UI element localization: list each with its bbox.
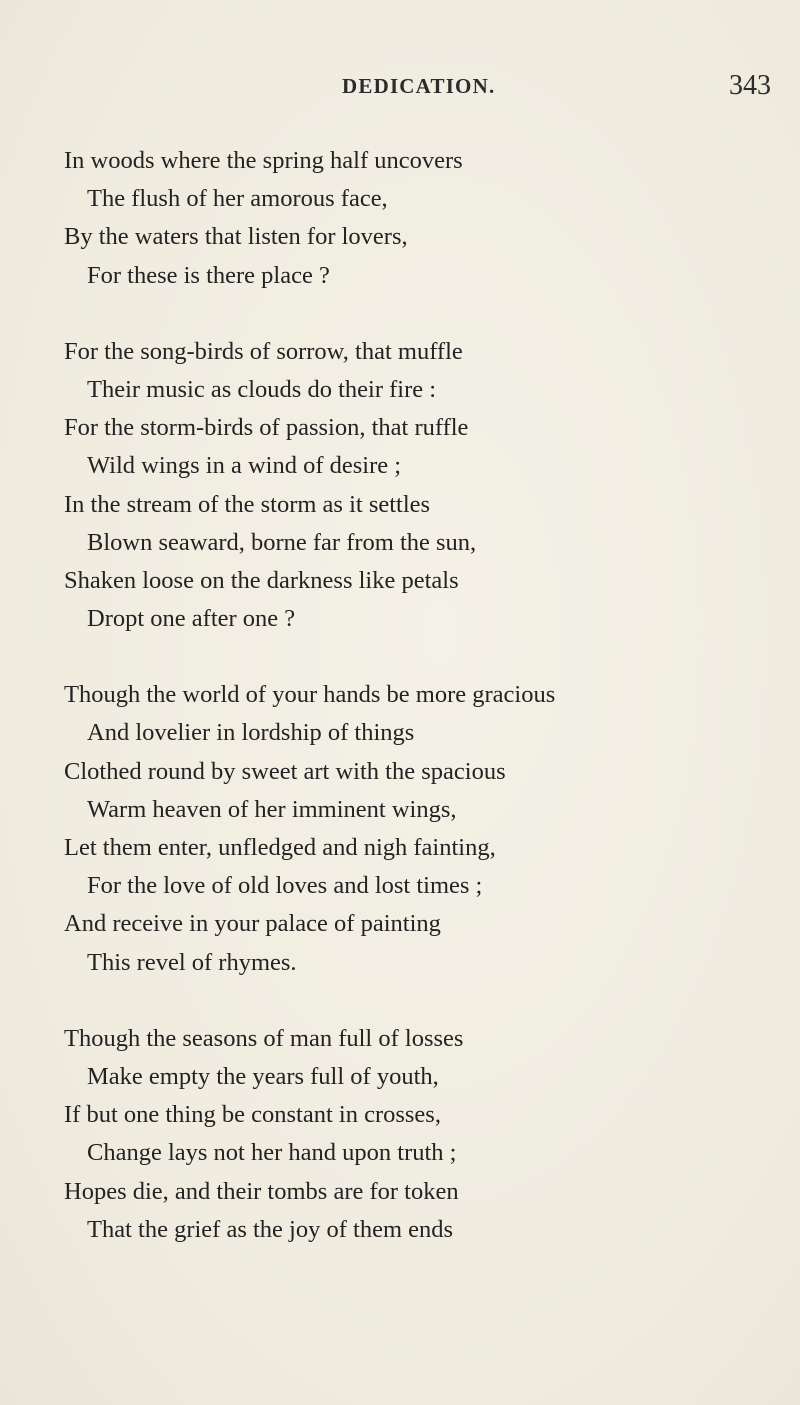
stanza [0,142,800,295]
poem-line: And lovelier in lordship of things [87,719,415,747]
poem-line: For these is there place ? [87,261,330,289]
poem-line: In woods where the spring half uncovers [64,147,463,174]
poem-line: Clothed round by sweet art with the spacious [64,757,506,785]
poem-line: In the stream of the storm as it settles [64,490,431,518]
stanza [0,333,800,639]
stanza [0,676,800,982]
poem-line: By the waters that listen for lovers, [64,223,408,251]
poem-line: If but one thing be constant in crosses, [64,1101,441,1129]
poem-line: That the grief as the joy of them ends [87,1215,454,1243]
poem-line: And receive in your palace of painting [64,910,441,938]
poem-line: Their music as clouds do their fire : [87,375,437,403]
poem-line: The flush of her amorous face, [87,185,388,213]
poem-line: Warm heaven of her imminent wings, [87,795,457,823]
poem-line: Dropt one after one ? [87,605,296,633]
poem-line: For the song-birds of sorrow, that muffle [64,337,463,365]
poem-line: This revel of rhymes. [87,948,297,976]
poem-line: Let them enter, unfledged and nigh fainting, [64,834,496,861]
poem-line: Though the seasons of man full of losses [64,1024,464,1052]
running-head [0,68,800,108]
stanza [0,1020,800,1249]
poem-line: For the storm-birds of passion, that ruffle [64,414,469,442]
poem-line: Hopes die, and their tombs are for token [64,1177,459,1205]
poem-line: Change lays not her hand upon truth ; [87,1139,457,1167]
poem-line: For the love of old loves and lost times ; [87,872,483,900]
poem-line: Make empty the years full of youth, [87,1062,439,1090]
page-number: 343 [729,70,771,101]
poem-line: Blown seaward, borne far from the sun, [87,528,477,556]
poem-line: Wild wings in a wind of desire ; [87,452,402,480]
poem-line: Shaken loose on the darkness like petals [64,566,459,594]
poem-body [0,142,800,1287]
poem-line: Though the world of your hands be more gracious [64,681,556,709]
running-head-title: DEDICATION. [342,74,496,98]
